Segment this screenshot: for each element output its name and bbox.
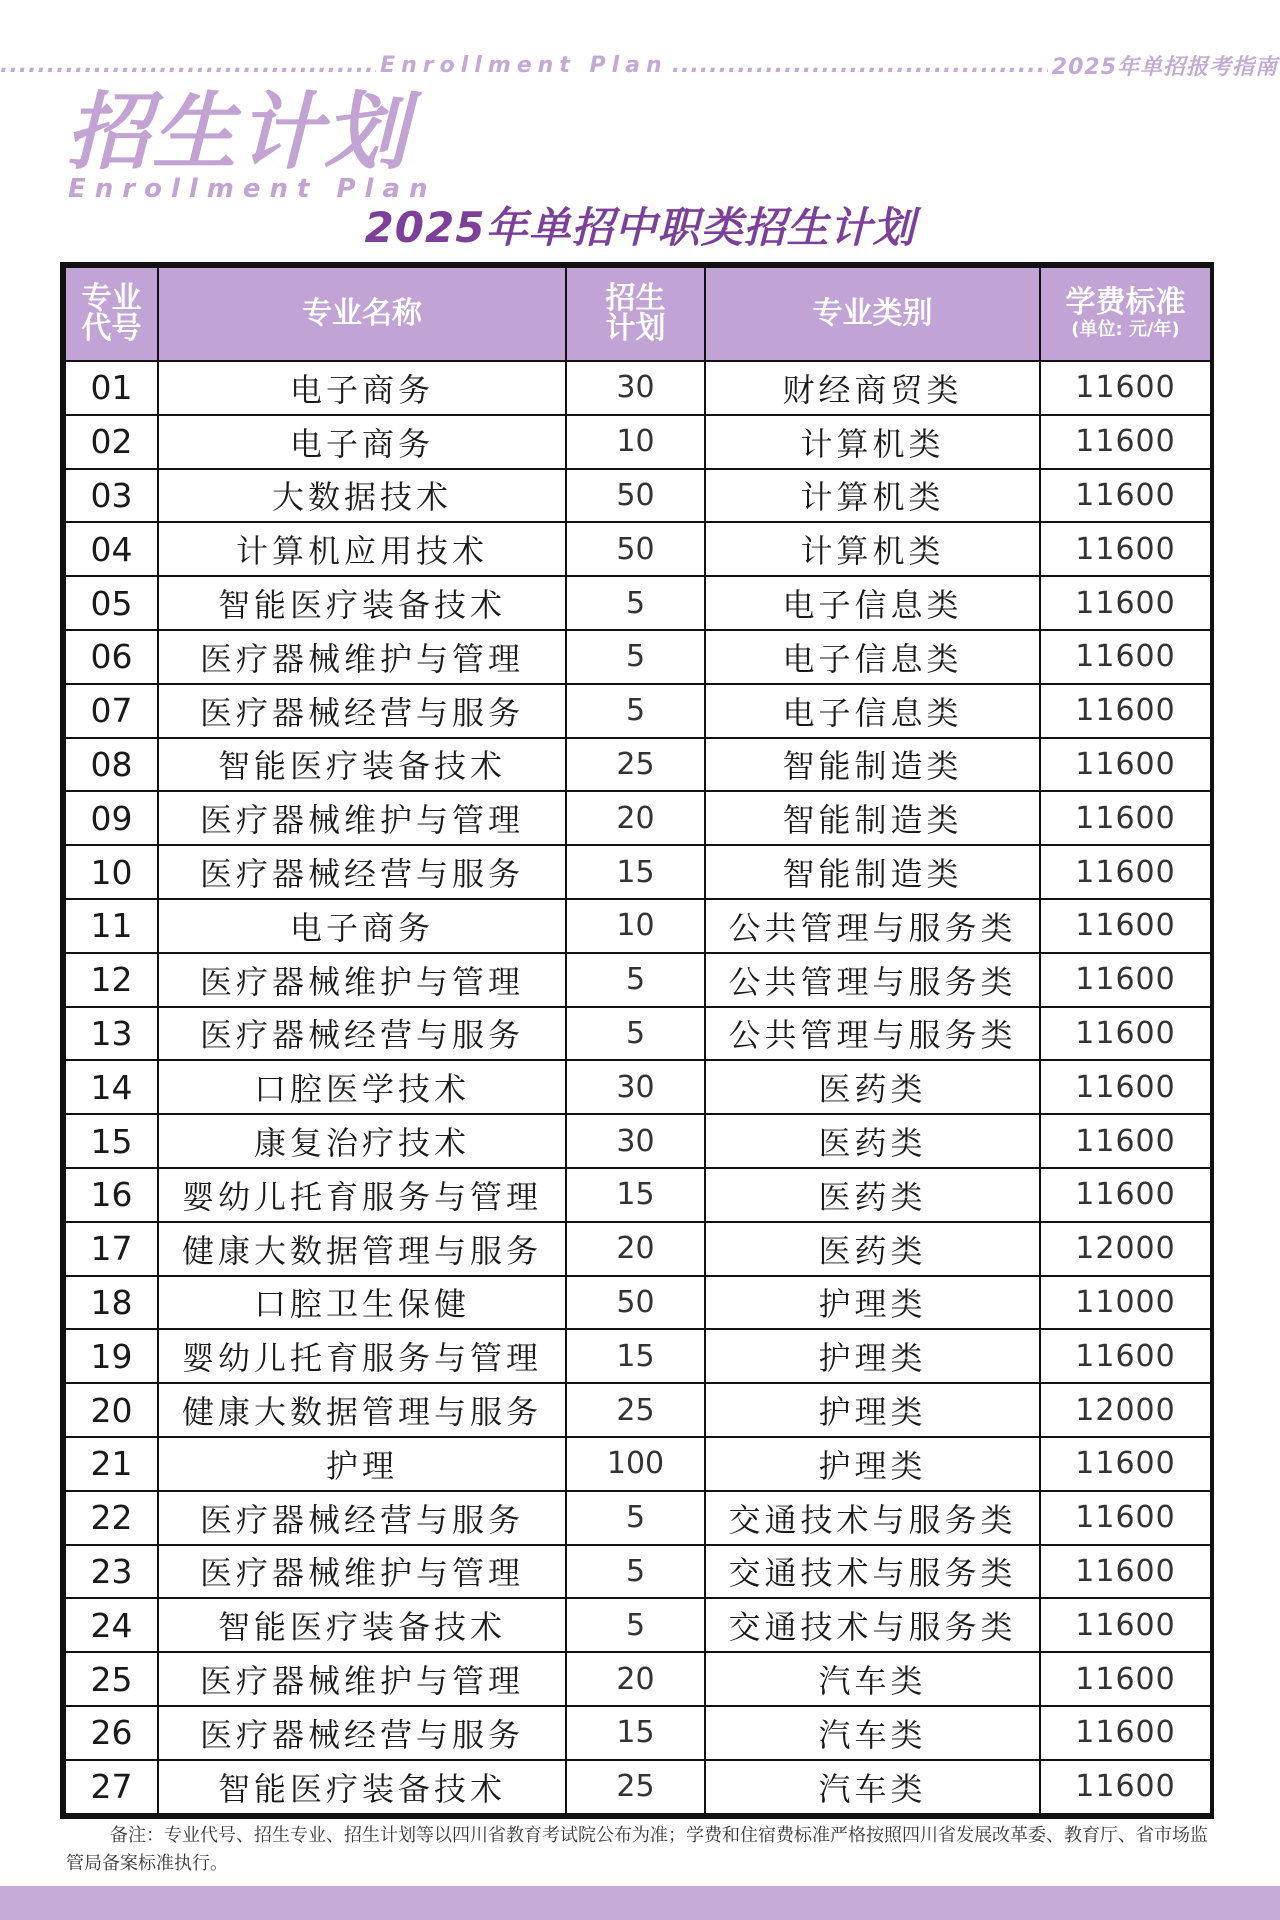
cell-fee: 11600	[1040, 1706, 1211, 1760]
cell-fee: 11600	[1040, 469, 1211, 523]
top-dotted-banner	[0, 52, 1280, 78]
header-name: 专业名称	[158, 267, 566, 361]
cell-code: 27	[65, 1760, 158, 1814]
cell-plan-count: 20	[566, 791, 705, 845]
table-row	[65, 738, 1211, 792]
cell-major-name: 医疗器械维护与管理	[158, 1545, 566, 1599]
cell-major-name: 医疗器械维护与管理	[158, 953, 566, 1007]
cell-code: 23	[65, 1545, 158, 1599]
cell-fee: 11600	[1040, 845, 1211, 899]
cell-major-name: 医疗器械维护与管理	[158, 791, 566, 845]
cell-plan-count: 15	[566, 1329, 705, 1383]
cell-fee: 11600	[1040, 684, 1211, 738]
cell-category: 电子信息类	[705, 576, 1040, 630]
header-code	[65, 267, 158, 361]
cell-major-name: 健康大数据管理与服务	[158, 1383, 566, 1437]
banner-english-tag: Enrollment Plan	[380, 52, 668, 78]
cell-category: 护理类	[705, 1437, 1040, 1491]
cell-plan-count: 50	[566, 1276, 705, 1330]
cell-fee: 11600	[1040, 791, 1211, 845]
banner-dots-left	[0, 53, 376, 78]
cell-fee: 11600	[1040, 415, 1211, 469]
cell-fee: 11600	[1040, 361, 1211, 415]
cell-code: 12	[65, 953, 158, 1007]
cell-code: 21	[65, 1437, 158, 1491]
cell-major-name: 医疗器械维护与管理	[158, 630, 566, 684]
cell-code: 19	[65, 1329, 158, 1383]
cell-category: 护理类	[705, 1383, 1040, 1437]
cell-code: 18	[65, 1276, 158, 1330]
table-body	[65, 361, 1211, 1814]
cell-category: 计算机类	[705, 522, 1040, 576]
table-row	[65, 1598, 1211, 1652]
cell-category: 计算机类	[705, 469, 1040, 523]
cell-plan-count: 100	[566, 1437, 705, 1491]
cell-fee: 11600	[1040, 1652, 1211, 1706]
cell-plan-count: 50	[566, 469, 705, 523]
cell-category: 护理类	[705, 1329, 1040, 1383]
header-fee-unit: (单位: 元/年)	[1071, 319, 1180, 340]
cell-code: 20	[65, 1383, 158, 1437]
cell-category: 公共管理与服务类	[705, 1007, 1040, 1061]
table-row	[65, 1383, 1211, 1437]
cell-plan-count: 20	[566, 1652, 705, 1706]
cell-code: 06	[65, 630, 158, 684]
cell-category: 财经商贸类	[705, 361, 1040, 415]
cell-plan-count: 5	[566, 1491, 705, 1545]
cell-major-name: 健康大数据管理与服务	[158, 1222, 566, 1276]
cell-major-name: 口腔卫生保健	[158, 1276, 566, 1330]
cell-fee: 12000	[1040, 1222, 1211, 1276]
cell-fee: 11600	[1040, 1437, 1211, 1491]
cell-fee: 11600	[1040, 1114, 1211, 1168]
cell-fee: 11600	[1040, 953, 1211, 1007]
cell-major-name: 智能医疗装备技术	[158, 1760, 566, 1814]
table-row	[65, 415, 1211, 469]
cell-fee: 11000	[1040, 1276, 1211, 1330]
header-code-label: 专业代号	[81, 280, 142, 346]
cell-category: 交通技术与服务类	[705, 1491, 1040, 1545]
cell-category: 电子信息类	[705, 630, 1040, 684]
table-row	[65, 630, 1211, 684]
cell-fee: 11600	[1040, 576, 1211, 630]
cell-major-name: 智能医疗装备技术	[158, 576, 566, 630]
cell-fee: 11600	[1040, 1060, 1211, 1114]
cell-fee: 11600	[1040, 1329, 1211, 1383]
cell-code: 11	[65, 899, 158, 953]
cell-fee: 11600	[1040, 1491, 1211, 1545]
cell-code: 02	[65, 415, 158, 469]
cell-plan-count: 10	[566, 415, 705, 469]
cell-code: 25	[65, 1652, 158, 1706]
page-title-english: Enrollment Plan	[68, 174, 437, 204]
cell-category: 医药类	[705, 1114, 1040, 1168]
table-header-row	[65, 267, 1211, 361]
table-row	[65, 1545, 1211, 1599]
table-row	[65, 1222, 1211, 1276]
cell-major-name: 智能医疗装备技术	[158, 1598, 566, 1652]
cell-plan-count: 5	[566, 576, 705, 630]
cell-plan-count: 50	[566, 522, 705, 576]
cell-category: 护理类	[705, 1276, 1040, 1330]
header-fee	[1040, 267, 1211, 361]
header-plan	[566, 267, 705, 361]
cell-plan-count: 5	[566, 953, 705, 1007]
cell-code: 13	[65, 1007, 158, 1061]
cell-plan-count: 30	[566, 1114, 705, 1168]
cell-major-name: 婴幼儿托育服务与管理	[158, 1168, 566, 1222]
cell-major-name: 护理	[158, 1437, 566, 1491]
cell-category: 智能制造类	[705, 845, 1040, 899]
cell-fee: 11600	[1040, 1545, 1211, 1599]
cell-code: 22	[65, 1491, 158, 1545]
table-row	[65, 1491, 1211, 1545]
cell-fee: 12000	[1040, 1383, 1211, 1437]
enrollment-table-wrapper	[60, 262, 1214, 1819]
cell-code: 09	[65, 791, 158, 845]
cell-category: 智能制造类	[705, 738, 1040, 792]
cell-plan-count: 15	[566, 1168, 705, 1222]
cell-major-name: 婴幼儿托育服务与管理	[158, 1329, 566, 1383]
cell-category: 公共管理与服务类	[705, 953, 1040, 1007]
cell-category: 医药类	[705, 1222, 1040, 1276]
cell-code: 04	[65, 522, 158, 576]
cell-major-name: 电子商务	[158, 361, 566, 415]
cell-code: 16	[65, 1168, 158, 1222]
cell-code: 15	[65, 1114, 158, 1168]
cell-category: 汽车类	[705, 1760, 1040, 1814]
table-row	[65, 522, 1211, 576]
cell-code: 03	[65, 469, 158, 523]
table-row	[65, 1760, 1211, 1814]
cell-plan-count: 25	[566, 738, 705, 792]
cell-code: 17	[65, 1222, 158, 1276]
cell-plan-count: 5	[566, 1007, 705, 1061]
cell-fee: 11600	[1040, 522, 1211, 576]
cell-fee: 11600	[1040, 1007, 1211, 1061]
cell-category: 医药类	[705, 1168, 1040, 1222]
table-row	[65, 791, 1211, 845]
cell-code: 01	[65, 361, 158, 415]
cell-fee: 11600	[1040, 738, 1211, 792]
cell-plan-count: 25	[566, 1383, 705, 1437]
banner-dots-right	[672, 53, 1048, 78]
header-category: 专业类别	[705, 267, 1040, 361]
table-row	[65, 469, 1211, 523]
header-fee-label: 学费标准	[1065, 285, 1186, 320]
cell-category: 医药类	[705, 1060, 1040, 1114]
table-row	[65, 1652, 1211, 1706]
table-row	[65, 1329, 1211, 1383]
cell-major-name: 电子商务	[158, 899, 566, 953]
cell-major-name: 医疗器械经营与服务	[158, 1491, 566, 1545]
header-plan-label: 招生计划	[605, 280, 666, 346]
table-row	[65, 1276, 1211, 1330]
footnote: 备注：专业代号、招生专业、招生计划等以四川省教育考试院公布为准；学费和住宿费标准严格按照四川省发展改革委、教育厅、省市场监管局备案标准执行。	[66, 1825, 1208, 1874]
cell-major-name: 电子商务	[158, 415, 566, 469]
cell-fee: 11600	[1040, 1598, 1211, 1652]
cell-code: 08	[65, 738, 158, 792]
cell-major-name: 医疗器械经营与服务	[158, 1706, 566, 1760]
cell-category: 交通技术与服务类	[705, 1598, 1040, 1652]
table-row	[65, 1114, 1211, 1168]
cell-major-name: 医疗器械经营与服务	[158, 1007, 566, 1061]
cell-major-name: 口腔医学技术	[158, 1060, 566, 1114]
cell-plan-count: 15	[566, 845, 705, 899]
cell-plan-count: 30	[566, 361, 705, 415]
cell-category: 电子信息类	[705, 684, 1040, 738]
cell-category: 智能制造类	[705, 791, 1040, 845]
cell-category: 交通技术与服务类	[705, 1545, 1040, 1599]
cell-code: 10	[65, 845, 158, 899]
cell-major-name: 智能医疗装备技术	[158, 738, 566, 792]
cell-category: 计算机类	[705, 415, 1040, 469]
cell-code: 05	[65, 576, 158, 630]
cell-code: 14	[65, 1060, 158, 1114]
cell-major-name: 医疗器械经营与服务	[158, 684, 566, 738]
cell-plan-count: 30	[566, 1060, 705, 1114]
cell-plan-count: 25	[566, 1760, 705, 1814]
cell-category: 汽车类	[705, 1706, 1040, 1760]
cell-plan-count: 5	[566, 630, 705, 684]
enrollment-table	[64, 266, 1212, 1815]
cell-plan-count: 5	[566, 684, 705, 738]
cell-plan-count: 15	[566, 1706, 705, 1760]
bottom-decorative-bar	[0, 1886, 1280, 1920]
cell-fee: 11600	[1040, 1760, 1211, 1814]
table-row	[65, 361, 1211, 415]
cell-fee: 11600	[1040, 899, 1211, 953]
table-title: 2025年单招中职类招生计划	[364, 203, 916, 252]
table-row	[65, 576, 1211, 630]
cell-code: 26	[65, 1706, 158, 1760]
table-row	[65, 1437, 1211, 1491]
table-row	[65, 845, 1211, 899]
cell-code: 24	[65, 1598, 158, 1652]
table-row	[65, 1060, 1211, 1114]
table-row	[65, 1168, 1211, 1222]
cell-plan-count: 5	[566, 1598, 705, 1652]
cell-category: 公共管理与服务类	[705, 899, 1040, 953]
cell-plan-count: 10	[566, 899, 705, 953]
cell-plan-count: 5	[566, 1545, 705, 1599]
cell-fee: 11600	[1040, 630, 1211, 684]
cell-fee: 11600	[1040, 1168, 1211, 1222]
table-row	[65, 1007, 1211, 1061]
cell-major-name: 大数据技术	[158, 469, 566, 523]
cell-major-name: 医疗器械维护与管理	[158, 1652, 566, 1706]
cell-category: 汽车类	[705, 1652, 1040, 1706]
banner-guide-label: 2025年单招报考指南	[1051, 54, 1279, 78]
cell-major-name: 计算机应用技术	[158, 522, 566, 576]
table-row	[65, 899, 1211, 953]
table-row	[65, 953, 1211, 1007]
page-title: 招生计划	[66, 83, 411, 181]
cell-major-name: 康复治疗技术	[158, 1114, 566, 1168]
table-row	[65, 1706, 1211, 1760]
cell-code: 07	[65, 684, 158, 738]
table-row	[65, 684, 1211, 738]
cell-major-name: 医疗器械经营与服务	[158, 845, 566, 899]
cell-plan-count: 20	[566, 1222, 705, 1276]
